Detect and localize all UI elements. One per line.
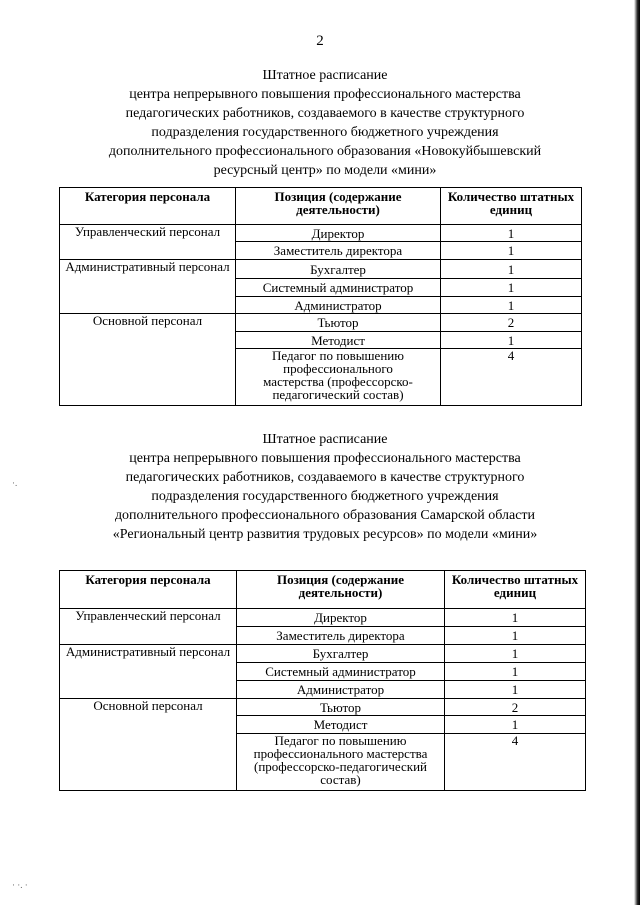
- section-1-heading: [40, 66, 610, 180]
- position-cell: Бухгалтер: [237, 645, 445, 663]
- column-header-position: Позиция (содержание деятельности): [236, 188, 441, 225]
- scan-edge-shadow: [634, 0, 640, 905]
- count-cell: 4: [441, 349, 582, 406]
- table-header-row: [60, 571, 586, 609]
- table-row: [60, 225, 582, 242]
- heading-line: педагогических работников, создаваемого в качестве структурного: [125, 470, 525, 485]
- heading-line: дополнительного профессионального образования Самарской области: [114, 508, 536, 523]
- table-row: [60, 260, 582, 279]
- position-cell: Методист: [237, 716, 445, 734]
- category-cell: Административный персонал: [60, 645, 237, 699]
- table-row: [60, 699, 586, 716]
- count-cell: 1: [441, 297, 582, 314]
- staff-table-1: [59, 187, 582, 406]
- position-cell: Заместитель директора: [236, 242, 441, 260]
- position-cell: Директор: [237, 609, 445, 627]
- count-cell: 2: [441, 314, 582, 332]
- heading-line: центра непрерывного повышения профессионального мастерства: [129, 87, 521, 102]
- position-cell: Директор: [236, 225, 441, 242]
- position-cell: Бухгалтер: [236, 260, 441, 279]
- heading-line: «Региональный центр развития трудовых ресурсов» по модели «мини»: [112, 527, 538, 542]
- scan-speck: ·.: [12, 478, 18, 488]
- count-cell: 1: [445, 716, 586, 734]
- category-cell: Административный персонал: [60, 260, 236, 314]
- count-cell: 2: [445, 699, 586, 716]
- heading-line: подразделения государственного бюджетного учреждения: [151, 489, 499, 504]
- count-cell: 1: [445, 609, 586, 627]
- count-cell: 1: [445, 627, 586, 645]
- table-row: [60, 645, 586, 663]
- scan-speck: · ·. ·: [12, 880, 28, 890]
- column-header-position: Позиция (содержание деятельности): [237, 571, 445, 609]
- staff-table-2: [59, 570, 586, 791]
- table-header-row: [60, 188, 582, 225]
- heading-line: дополнительного профессионального образования «Новокуйбышевский: [108, 144, 542, 159]
- table-row: [60, 314, 582, 332]
- position-cell: Заместитель директора: [237, 627, 445, 645]
- section-2-heading: [40, 430, 610, 544]
- count-cell: 1: [445, 645, 586, 663]
- count-cell: 1: [441, 260, 582, 279]
- heading-line: центра непрерывного повышения профессионального мастерства: [129, 451, 521, 466]
- position-cell: Методист: [236, 332, 441, 349]
- count-cell: 4: [445, 734, 586, 791]
- category-cell: Управленческий персонал: [60, 225, 236, 260]
- position-cell: Педагог по повышению профессионального мастерства (профессорско-педагогический состав): [236, 349, 441, 406]
- category-cell: Основной персонал: [60, 699, 237, 791]
- heading-line: педагогических работников, создаваемого в качестве структурного: [125, 106, 525, 121]
- heading-line: Штатное расписание: [262, 68, 388, 83]
- page-number: 2: [316, 33, 324, 49]
- column-header-category: Категория персонала: [60, 571, 237, 609]
- category-cell: Основной персонал: [60, 314, 236, 406]
- heading-line: Штатное расписание: [262, 432, 388, 447]
- count-cell: 1: [441, 225, 582, 242]
- column-header-count: Количество штатных единиц: [441, 188, 582, 225]
- column-header-category: Категория персонала: [60, 188, 236, 225]
- position-cell: Администратор: [237, 681, 445, 699]
- position-cell: Педагог по повышению профессионального мастерства (профессорско-педагогический состав): [237, 734, 445, 791]
- count-cell: 1: [441, 332, 582, 349]
- position-cell: Системный администратор: [237, 663, 445, 681]
- heading-line: ресурсный центр» по модели «мини»: [213, 163, 437, 178]
- category-cell: Управленческий персонал: [60, 609, 237, 645]
- count-cell: 1: [445, 663, 586, 681]
- count-cell: 1: [445, 681, 586, 699]
- count-cell: 1: [441, 242, 582, 260]
- count-cell: 1: [441, 279, 582, 297]
- position-cell: Тьютор: [236, 314, 441, 332]
- column-header-count: Количество штатных единиц: [445, 571, 586, 609]
- position-cell: Системный администратор: [236, 279, 441, 297]
- table-row: [60, 609, 586, 627]
- position-cell: Тьютор: [237, 699, 445, 716]
- heading-line: подразделения государственного бюджетного учреждения: [151, 125, 499, 140]
- position-cell: Администратор: [236, 297, 441, 314]
